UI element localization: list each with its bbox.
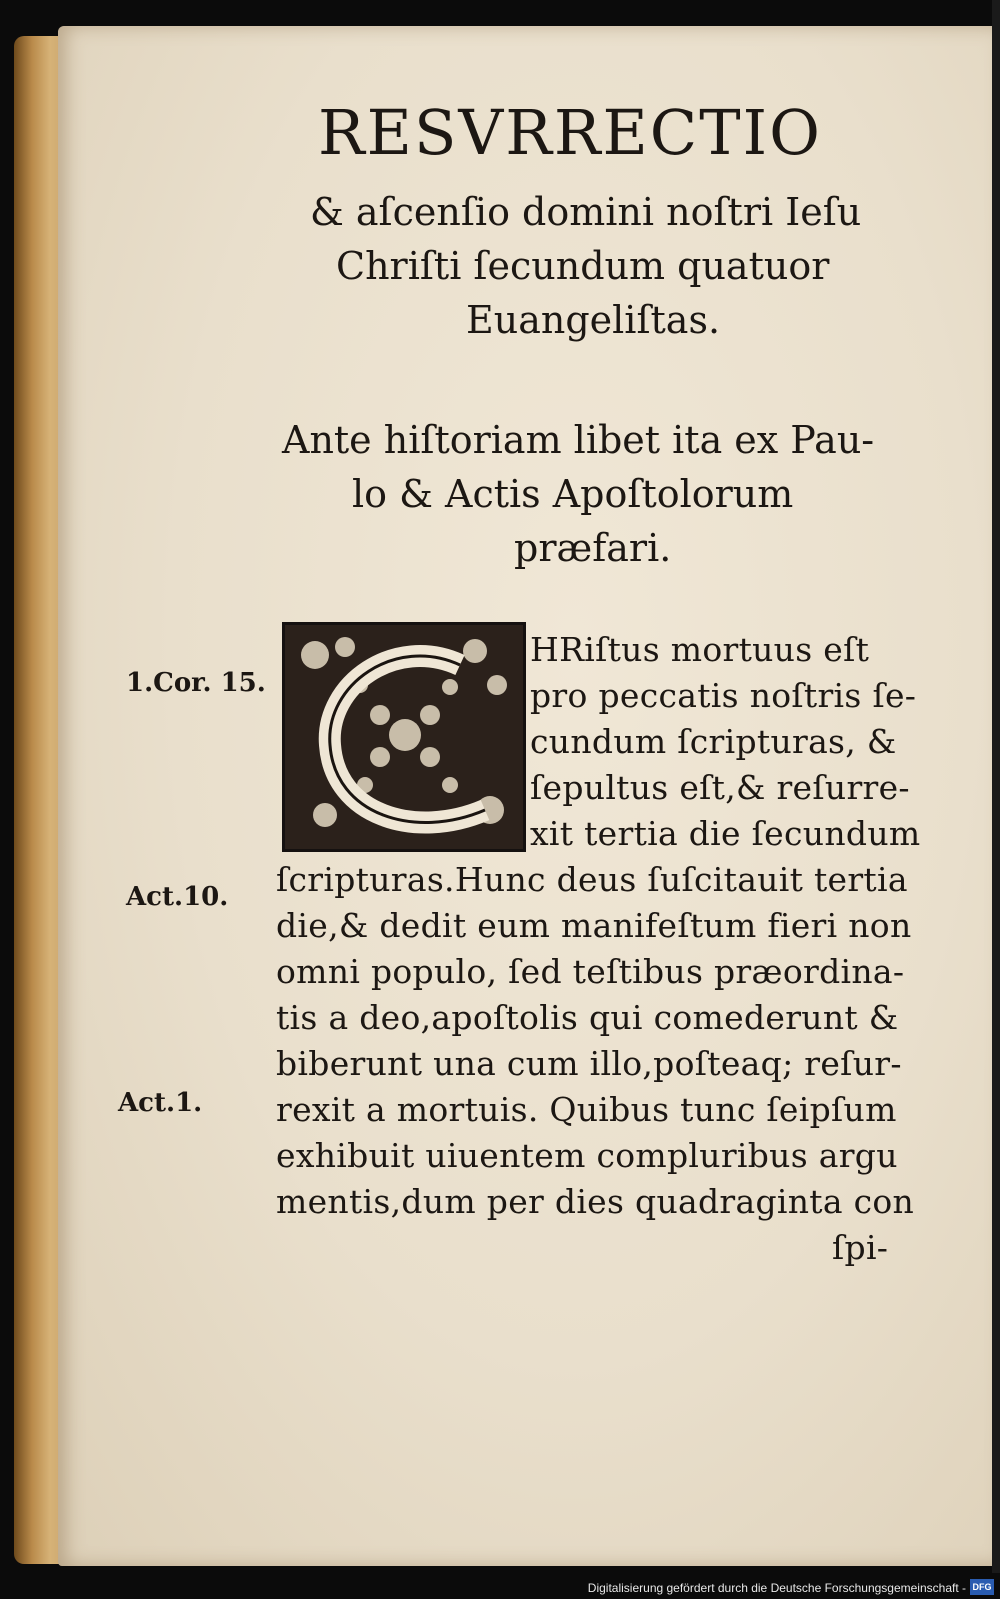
body-line-11: rexit a mortuis. Quibus tunc ſeipſum	[276, 1090, 897, 1129]
body-line-10: biberunt una cum illo,poſteaq; reſur-	[276, 1044, 902, 1083]
body-line-12: exhibuit uiuentem compluribus argu	[276, 1136, 898, 1175]
footer-credit: Digitalisierung gefördert durch die Deutsche Forschungsgemeinschaft -	[587, 1581, 966, 1595]
body-line-4: ſepultus eſt,& reſurre-	[530, 768, 910, 807]
body-line-3: cundum ſcripturas, &	[530, 722, 897, 761]
subtitle-line-1: Ante hiſtoriam libet ita ex Pau-	[282, 418, 875, 462]
title-main: RESVRRECTIO	[318, 96, 822, 169]
body-line-9: tis a deo,apoſtolis qui comederunt &	[276, 998, 899, 1037]
body-line-8: omni populo, ſed teſtibus præordina-	[276, 952, 905, 991]
body-line-5: xit tertia die ſecundum	[530, 814, 921, 853]
body-line-14: ſpi-	[832, 1228, 889, 1267]
title-line-3: Euangeliſtas.	[466, 298, 721, 342]
body-line-1: HRiſtus mortuus eſt	[530, 630, 870, 669]
title-line-1: & aſcenſio domini noſtri Ieſu	[310, 190, 862, 234]
subtitle-line-3: præfari.	[514, 526, 672, 570]
body-line-6: ſcripturas.Hunc deus ſuſcitauit tertia	[276, 860, 908, 899]
body-line-2: pro peccatis noſtris ſe-	[530, 676, 917, 715]
decorated-initial	[282, 622, 526, 852]
margin-note-3: Act.1.	[118, 1088, 203, 1118]
subtitle-line-2: lo & Actis Apoſtolorum	[352, 472, 794, 516]
footer-bar	[0, 1573, 1000, 1599]
floral-initial-icon	[285, 625, 523, 849]
margin-note-2: Act.10.	[126, 882, 229, 912]
margin-note-1: 1.Cor. 15.	[126, 668, 266, 698]
body-line-7: die,& dedit eum manifeſtum fieri non	[276, 906, 912, 945]
right-border	[992, 0, 1000, 1575]
title-line-2: Chriſti ſecundum quatuor	[336, 244, 830, 288]
dfg-logo-icon: DFG	[970, 1579, 994, 1595]
body-line-13: mentis,dum per dies quadraginta con	[276, 1182, 915, 1221]
